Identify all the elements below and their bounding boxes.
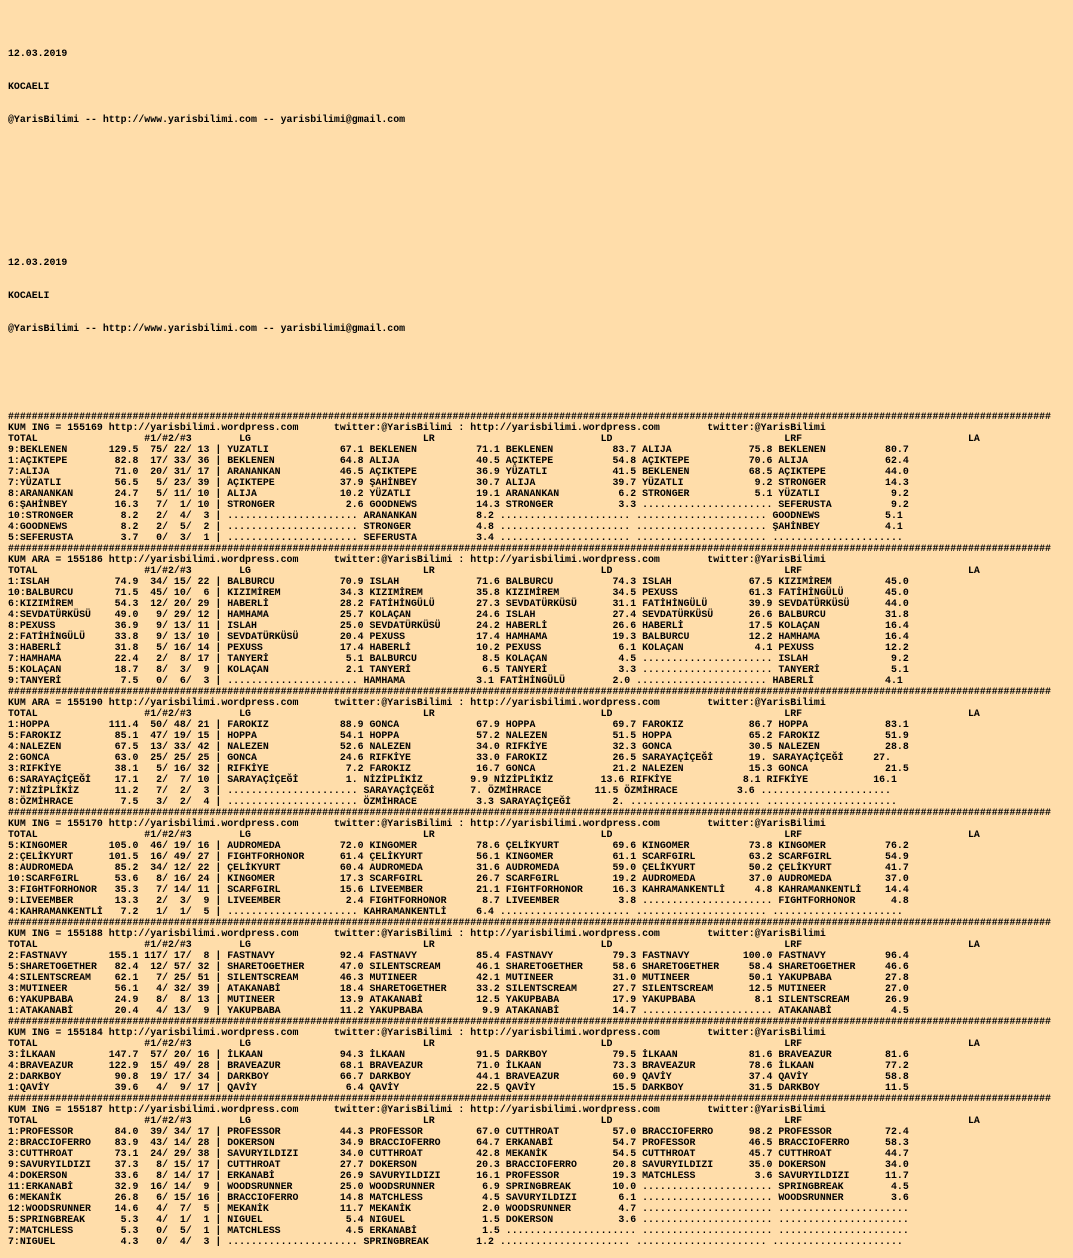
horse-row: 1:ISLAH 74.9 34/ 15/ 22 | BALBURCU 70.9 ISLAH 71.6 BALBURCU 74.3 ISLAH 67.5 KIZIMİREM 45.0 [8, 576, 909, 587]
race-title: KUM ING = 155187 http://yarisbilimi.wordpress.com twitter:@YarisBilimi : http://yarisbilimi.wordpress.com twitter:@YarisBilimi [8, 1104, 826, 1115]
horse-row: 7:NIGUEL 4.3 0/ 4/ 3 | ...................... SPRINGBREAK 1.2 ...................... ...................... ...................... [8, 1236, 903, 1247]
horse-row: 4:SILENTSCREAM 62.1 7/ 25/ 51 | SILENTSCREAM 46.3 MUTINEER 42.1 MUTINEER 31.0 MUTINEER 50.1 YAKUPBABA 27.8 [8, 972, 909, 983]
horse-row: 3:FIGHTFORHONOR 35.3 7/ 14/ 11 | SCARFGIRL 15.6 LIVEEMBER 21.1 FIGHTFORHONOR 16.3 KAHRAMANKENTLİ 4.8 KAHRAMANKENTLİ 14.4 [8, 884, 909, 895]
horse-row: 3:HABERLİ 31.8 5/ 16/ 14 | PEXUSS 17.4 HABERLİ 10.2 PEXUSS 6.1 KOLAÇAN 4.1 PEXUSS 12.2 [8, 642, 909, 653]
horse-row: 5:FAROKIZ 85.1 47/ 19/ 15 | HOPPA 54.1 HOPPA 57.2 NALEZEN 51.5 HOPPA 65.2 FAROKIZ 51.9 [8, 730, 909, 741]
horse-row: 1:ATAKANABİ 20.4 4/ 13/ 9 | YAKUPBABA 11.2 YAKUPBABA 9.9 ATAKANABİ 14.7 ...................... ATAKANABİ 4.5 [8, 1005, 909, 1016]
horse-row: 4:GOODNEWS 8.2 2/ 5/ 2 | ...................... STRONGER 4.8 ...................... ...................... ŞAHİNBEY 4.1 [8, 521, 903, 532]
horse-row: 10:STRONGER 8.2 2/ 4/ 3 | ...................... ARANANKAN 8.2 ...................... ...................... GOODNEWS 5.1 [8, 510, 903, 521]
horse-row: 2:FASTNAVY 155.1 117/ 17/ 8 | FASTNAVY 92.4 FASTNAVY 85.4 FASTNAVY 79.3 FASTNAVY 100.0 FASTNAVY 96.4 [8, 950, 909, 961]
race-list [8, 411, 1073, 1247]
horse-row: 9:TANYERİ 7.5 0/ 6/ 3 | ...................... HAMHAMA 3.1 FATİHİNGÜLÜ 2.0 ...................... HABERLİ 4.1 [8, 675, 903, 686]
blank-line [8, 202, 1073, 213]
separator-line: ################################################################################################################################################################################ [8, 1093, 1051, 1104]
horse-row: 1:HOPPA 111.4 50/ 48/ 21 | FAROKIZ 88.9 GONCA 67.9 HOPPA 69.7 FAROKIZ 86.7 HOPPA 83.1 [8, 719, 909, 730]
horse-row: 3:CUTTHROAT 73.1 24/ 29/ 38 | SAVURYILDIZI 34.0 CUTTHROAT 42.8 MEKANİK 54.5 CUTTHROAT 45.7 CUTTHROAT 44.7 [8, 1148, 909, 1159]
header-block-2 [8, 235, 1073, 356]
horse-row: 7:MATCHLESS 5.3 0/ 5/ 1 | MATCHLESS 4.5 ERKANABİ 1.5 ...................... ...................... ...................... [8, 1225, 909, 1236]
horse-row: 1:PROFESSOR 84.0 39/ 34/ 17 | PROFESSOR 44.3 PROFESSOR 67.0 CUTTHROAT 57.0 BRACCIOFERRO 98.2 PROFESSOR 72.4 [8, 1126, 909, 1137]
horse-row: 6:YAKUPBABA 24.9 8/ 8/ 13 | MUTINEER 13.9 ATAKANABİ 12.5 YAKUPBABA 17.9 YAKUPBABA 8.1 SILENTSCREAM 26.9 [8, 994, 909, 1005]
horse-row: 8:AUDROMEDA 85.2 34/ 12/ 22 | ÇELİKYURT 60.4 AUDROMEDA 31.6 AUDROMEDA 59.0 ÇELİKYURT 50.2 ÇELİKYURT 41.7 [8, 862, 909, 873]
header-date: 12.03.2019 [8, 48, 68, 59]
header-city: KOCAELI [8, 290, 50, 301]
horse-row: 1:AÇIKTEPE 82.8 17/ 33/ 36 | BEKLENEN 64.8 ALIJA 40.5 AÇIKTEPE 54.8 AÇIKTEPE 70.6 ALIJA 62.4 [8, 455, 909, 466]
horse-row: 5:KINGOMER 105.0 46/ 19/ 16 | AUDROMEDA 72.0 KINGOMER 78.6 ÇELİKYURT 69.6 KINGOMER 73.8 KINGOMER 76.2 [8, 840, 909, 851]
horse-row: 6:MEKANİK 26.8 6/ 15/ 16 | BRACCIOFERRO 14.8 MATCHLESS 4.5 SAVURYILDIZI 6.1 ...................... WOODSRUNNER 3.6 [8, 1192, 909, 1203]
header-city: KOCAELI [8, 81, 50, 92]
horse-row: 4:DOKERSON 33.6 8/ 14/ 17 | ERKANABİ 26.9 SAVURYILDIZI 16.1 PROFESSOR 19.3 MATCHLESS 3.6 SAVURYILDIZI 11.7 [8, 1170, 909, 1181]
race-section [8, 543, 1073, 686]
horse-row: 12:WOODSRUNNER 14.6 4/ 7/ 5 | MEKANİK 11.7 MEKANİK 2.0 WOODSRUNNER 4.7 ...................... ...................... [8, 1203, 909, 1214]
horse-row: 6:KIZIMİREM 54.3 12/ 20/ 29 | HABERLİ 28.2 FATİHİNGÜLÜ 27.3 SEVDATÜRKÜSÜ 31.1 FATİHİNGÜLÜ 39.9 SEVDATÜRKÜSÜ 44.0 [8, 598, 909, 609]
horse-row: 6:ŞAHİNBEY 16.3 7/ 1/ 10 | STRONGER 2.6 GOODNEWS 14.3 STRONGER 3.3 ...................... SEFERUSTA 9.2 [8, 499, 909, 510]
horse-row: 8:ARANANKAN 24.7 5/ 11/ 10 | ALIJA 10.2 YÜZATLI 19.1 ARANANKAN 6.2 STRONGER 5.1 YÜZATLI 9.2 [8, 488, 909, 499]
race-title: KUM ING = 155170 http://yarisbilimi.wordpress.com twitter:@YarisBilimi : http://yarisbilimi.wordpress.com twitter:@YarisBilimi [8, 818, 826, 829]
horse-row: 7:ALIJA 71.0 20/ 31/ 17 | ARANANKAN 46.5 AÇIKTEPE 36.9 YÜZATLI 41.5 BEKLENEN 68.5 AÇIKTEPE 44.0 [8, 466, 909, 477]
header-date: 12.03.2019 [8, 257, 68, 268]
race-section [8, 1093, 1073, 1247]
horse-row: 2:ÇELİKYURT 101.5 16/ 49/ 27 | FIGHTFORHONOR 61.4 ÇELİKYURT 56.1 KINGOMER 61.1 SCARFGIRL 63.2 SCARFGIRL 54.9 [8, 851, 909, 862]
race-section [8, 807, 1073, 917]
horse-row: 4:KAHRAMANKENTLİ 7.2 1/ 1/ 5 | ...................... KAHRAMANKENTLİ 6.4 ...................... ...................... ...................... [8, 906, 903, 917]
horse-row: 2:BRACCIOFERRO 83.9 43/ 14/ 28 | DOKERSON 34.9 BRACCIOFERRO 64.7 ERKANABİ 54.7 PROFESSOR 46.5 BRACCIOFERRO 58.3 [8, 1137, 909, 1148]
separator-line: ################################################################################################################################################################################ [8, 807, 1051, 818]
race-title: KUM ING = 155184 http://yarisbilimi.wordpress.com twitter:@YarisBilimi : http://yarisbilimi.wordpress.com twitter:@YarisBilimi [8, 1027, 826, 1038]
horse-row: 2:FATİHİNGÜLÜ 33.8 9/ 13/ 10 | SEVDATÜRKÜSÜ 20.4 PEXUSS 17.4 HAMHAMA 19.3 BALBURCU 12.2 HAMHAMA 16.4 [8, 631, 909, 642]
horse-row: 5:SEFERUSTA 3.7 0/ 3/ 1 | ...................... SEFERUSTA 3.4 ...................... ...................... ...................... [8, 532, 903, 543]
horse-row: 5:SPRINGBREAK 5.3 4/ 1/ 1 | NIGUEL 5.4 NIGUEL 1.5 DOKERSON 3.6 ...................... ...................... [8, 1214, 909, 1225]
separator-line: ################################################################################################################################################################################ [8, 917, 1051, 928]
column-headers: TOTAL #1/#2/#3 LG LR LD LRF LA [8, 829, 980, 840]
race-section [8, 686, 1073, 807]
horse-row: 7:YÜZATLI 56.5 5/ 23/ 39 | AÇIKTEPE 37.9 ŞAHİNBEY 30.7 ALIJA 39.7 YÜZATLI 9.2 STRONGER 14.3 [8, 477, 909, 488]
header-block-1 [8, 26, 1073, 147]
horse-row: 8:PEXUSS 36.9 9/ 13/ 11 | ISLAH 25.0 SEVDATÜRKÜSÜ 24.2 HABERLİ 26.6 HABERLİ 17.5 KOLAÇAN 16.4 [8, 620, 909, 631]
horse-row: 7:NİZİPLİKİZ 11.2 7/ 2/ 3 | ...................... SARAYAÇİÇEĞİ 7. ÖZMİHRACE 11.5 ÖZMİHRACE 3.6 ...................... [8, 785, 891, 796]
column-headers: TOTAL #1/#2/#3 LG LR LD LRF LA [8, 565, 980, 576]
column-headers: TOTAL #1/#2/#3 LG LR LD LRF LA [8, 708, 980, 719]
race-section [8, 411, 1073, 543]
header-contact: @YarisBilimi -- http://www.yarisbilimi.com -- yarisbilimi@gmail.com [8, 114, 406, 125]
horse-row: 2:GONCA 63.0 25/ 25/ 25 | GONCA 24.6 RIFKİYE 33.0 FAROKIZ 26.5 SARAYAÇİÇEĞİ 19. SARAYAÇİÇEĞİ 27. [8, 752, 891, 763]
horse-row: 3:MUTINEER 56.1 4/ 32/ 39 | ATAKANABİ 18.4 SHARETOGETHER 33.2 SILENTSCREAM 27.7 SILENTSCREAM 12.5 MUTINEER 27.0 [8, 983, 909, 994]
header-contact: @YarisBilimi -- http://www.yarisbilimi.com -- yarisbilimi@gmail.com [8, 323, 406, 334]
horse-row: 5:SHARETOGETHER 82.4 12/ 57/ 32 | SHARETOGETHER 47.0 SILENTSCREAM 46.1 SHARETOGETHER 58.6 SHARETOGETHER 58.4 SHARETOGETHER 46.6 [8, 961, 909, 972]
horse-row: 4:BRAVEAZUR 122.9 15/ 49/ 28 | BRAVEAZUR 68.1 BRAVEAZUR 71.0 İLKAAN 73.3 BRAVEAZUR 78.6 İLKAAN 77.2 [8, 1060, 909, 1071]
horse-row: 5:KOLAÇAN 18.7 8/ 3/ 9 | KOLAÇAN 2.1 TANYERİ 6.5 TANYERİ 3.3 ...................... TANYERİ 5.1 [8, 664, 909, 675]
horse-row: 9:LIVEEMBER 13.3 2/ 3/ 9 | LIVEEMBER 2.4 FIGHTFORHONOR 8.7 LIVEEMBER 3.8 ...................... FIGHTFORHONOR 4.8 [8, 895, 909, 906]
race-title: KUM ARA = 155186 http://yarisbilimi.wordpress.com twitter:@YarisBilimi : http://yarisbilimi.wordpress.com twitter:@YarisBilimi [8, 554, 826, 565]
race-title: KUM ING = 155169 http://yarisbilimi.wordpress.com twitter:@YarisBilimi : http://yarisbilimi.wordpress.com twitter:@YarisBilimi [8, 422, 826, 433]
horse-row: 1:QAVİY 39.6 4/ 9/ 17 | QAVİY 6.4 QAVİY 22.5 QAVİY 15.5 DARKBOY 31.5 DARKBOY 11.5 [8, 1082, 909, 1093]
horse-row: 10:BALBURCU 71.5 45/ 10/ 6 | KIZIMİREM 34.3 KIZIMİREM 35.8 KIZIMİREM 34.5 PEXUSS 61.3 FATİHİNGÜLÜ 45.0 [8, 587, 909, 598]
horse-row: 11:ERKANABİ 32.9 16/ 14/ 9 | WOODSRUNNER 25.0 WOODSRUNNER 6.9 SPRINGBREAK 10.0 ...................... SPRINGBREAK 4.5 [8, 1181, 909, 1192]
horse-row: 9:SAVURYILDIZI 37.3 8/ 15/ 17 | CUTTHROAT 27.7 DOKERSON 20.3 BRACCIOFERRO 20.8 SAVURYILDIZI 35.0 DOKERSON 34.0 [8, 1159, 909, 1170]
separator-line: ################################################################################################################################################################################ [8, 543, 1051, 554]
blank-line [8, 169, 1073, 180]
horse-row: 4:NALEZEN 67.5 13/ 33/ 42 | NALEZEN 52.6 NALEZEN 34.0 RIFKİYE 32.3 GONCA 30.5 NALEZEN 28.8 [8, 741, 909, 752]
blank-line [8, 378, 1073, 389]
horse-row: 3:İLKAAN 147.7 57/ 20/ 16 | İLKAAN 94.3 İLKAAN 91.5 DARKBOY 79.5 İLKAAN 81.6 BRAVEAZUR 81.6 [8, 1049, 909, 1060]
horse-row: 9:BEKLENEN 129.5 75/ 22/ 13 | YUZATLI 67.1 BEKLENEN 71.1 BEKLENEN 83.7 ALIJA 75.8 BEKLENEN 80.7 [8, 444, 909, 455]
column-headers: TOTAL #1/#2/#3 LG LR LD LRF LA [8, 1038, 980, 1049]
race-section [8, 917, 1073, 1016]
horse-row: 3:RIFKİYE 38.1 5/ 16/ 32 | RIFKİYE 7.2 FAROKIZ 16.7 GONCA 21.2 NALEZEN 15.3 GONCA 21.5 [8, 763, 909, 774]
race-section [8, 1016, 1073, 1093]
horse-row: 4:SEVDATÜRKÜSÜ 49.0 9/ 29/ 12 | HAMHAMA 25.7 KOLAÇAN 24.6 ISLAH 27.4 SEVDATÜRKÜSÜ 26.6 BALBURCU 31.8 [8, 609, 909, 620]
race-title: KUM ING = 155188 http://yarisbilimi.wordpress.com twitter:@YarisBilimi : http://yarisbilimi.wordpress.com twitter:@YarisBilimi [8, 928, 826, 939]
column-headers: TOTAL #1/#2/#3 LG LR LD LRF LA [8, 433, 980, 444]
horse-row: 6:SARAYAÇİÇEĞİ 17.1 2/ 7/ 10 | SARAYAÇİÇEĞİ 1. NİZİPLİKİZ 9.9 NİZİPLİKİZ 13.6 RIFKİYE 8.1 RIFKİYE 16.1 [8, 774, 897, 785]
horse-row: 2:DARKBOY 90.8 19/ 17/ 34 | DARKBOY 66.7 DARKBOY 44.1 BRAVEAZUR 60.9 QAVİY 37.4 QAVİY 58.8 [8, 1071, 909, 1082]
column-headers: TOTAL #1/#2/#3 LG LR LD LRF LA [8, 939, 980, 950]
horse-row: 8:ÖZMİHRACE 7.5 3/ 2/ 4 | ...................... ÖZMİHRACE 3.3 SARAYAÇİÇEĞİ 2. ...................... ...................... [8, 796, 897, 807]
horse-row: 10:SCARFGIRL 53.6 8/ 16/ 24 | KINGOMER 17.3 SCARFGIRL 26.7 SCARFGIRL 19.2 AUDROMEDA 37.0 AUDROMEDA 37.0 [8, 873, 909, 884]
column-headers: TOTAL #1/#2/#3 LG LR LD LRF LA [8, 1115, 980, 1126]
race-title: KUM ARA = 155190 http://yarisbilimi.wordpress.com twitter:@YarisBilimi : http://yarisbilimi.wordpress.com twitter:@YarisBilimi [8, 697, 826, 708]
separator-line: ################################################################################################################################################################################ [8, 411, 1051, 422]
horse-row: 7:HAMHAMA 22.4 2/ 8/ 17 | TANYERİ 5.1 BALBURCU 8.5 KOLAÇAN 4.5 ...................... ISLAH 9.2 [8, 653, 909, 664]
separator-line: ################################################################################################################################################################################ [8, 1016, 1051, 1027]
separator-line: ################################################################################################################################################################################ [8, 686, 1051, 697]
